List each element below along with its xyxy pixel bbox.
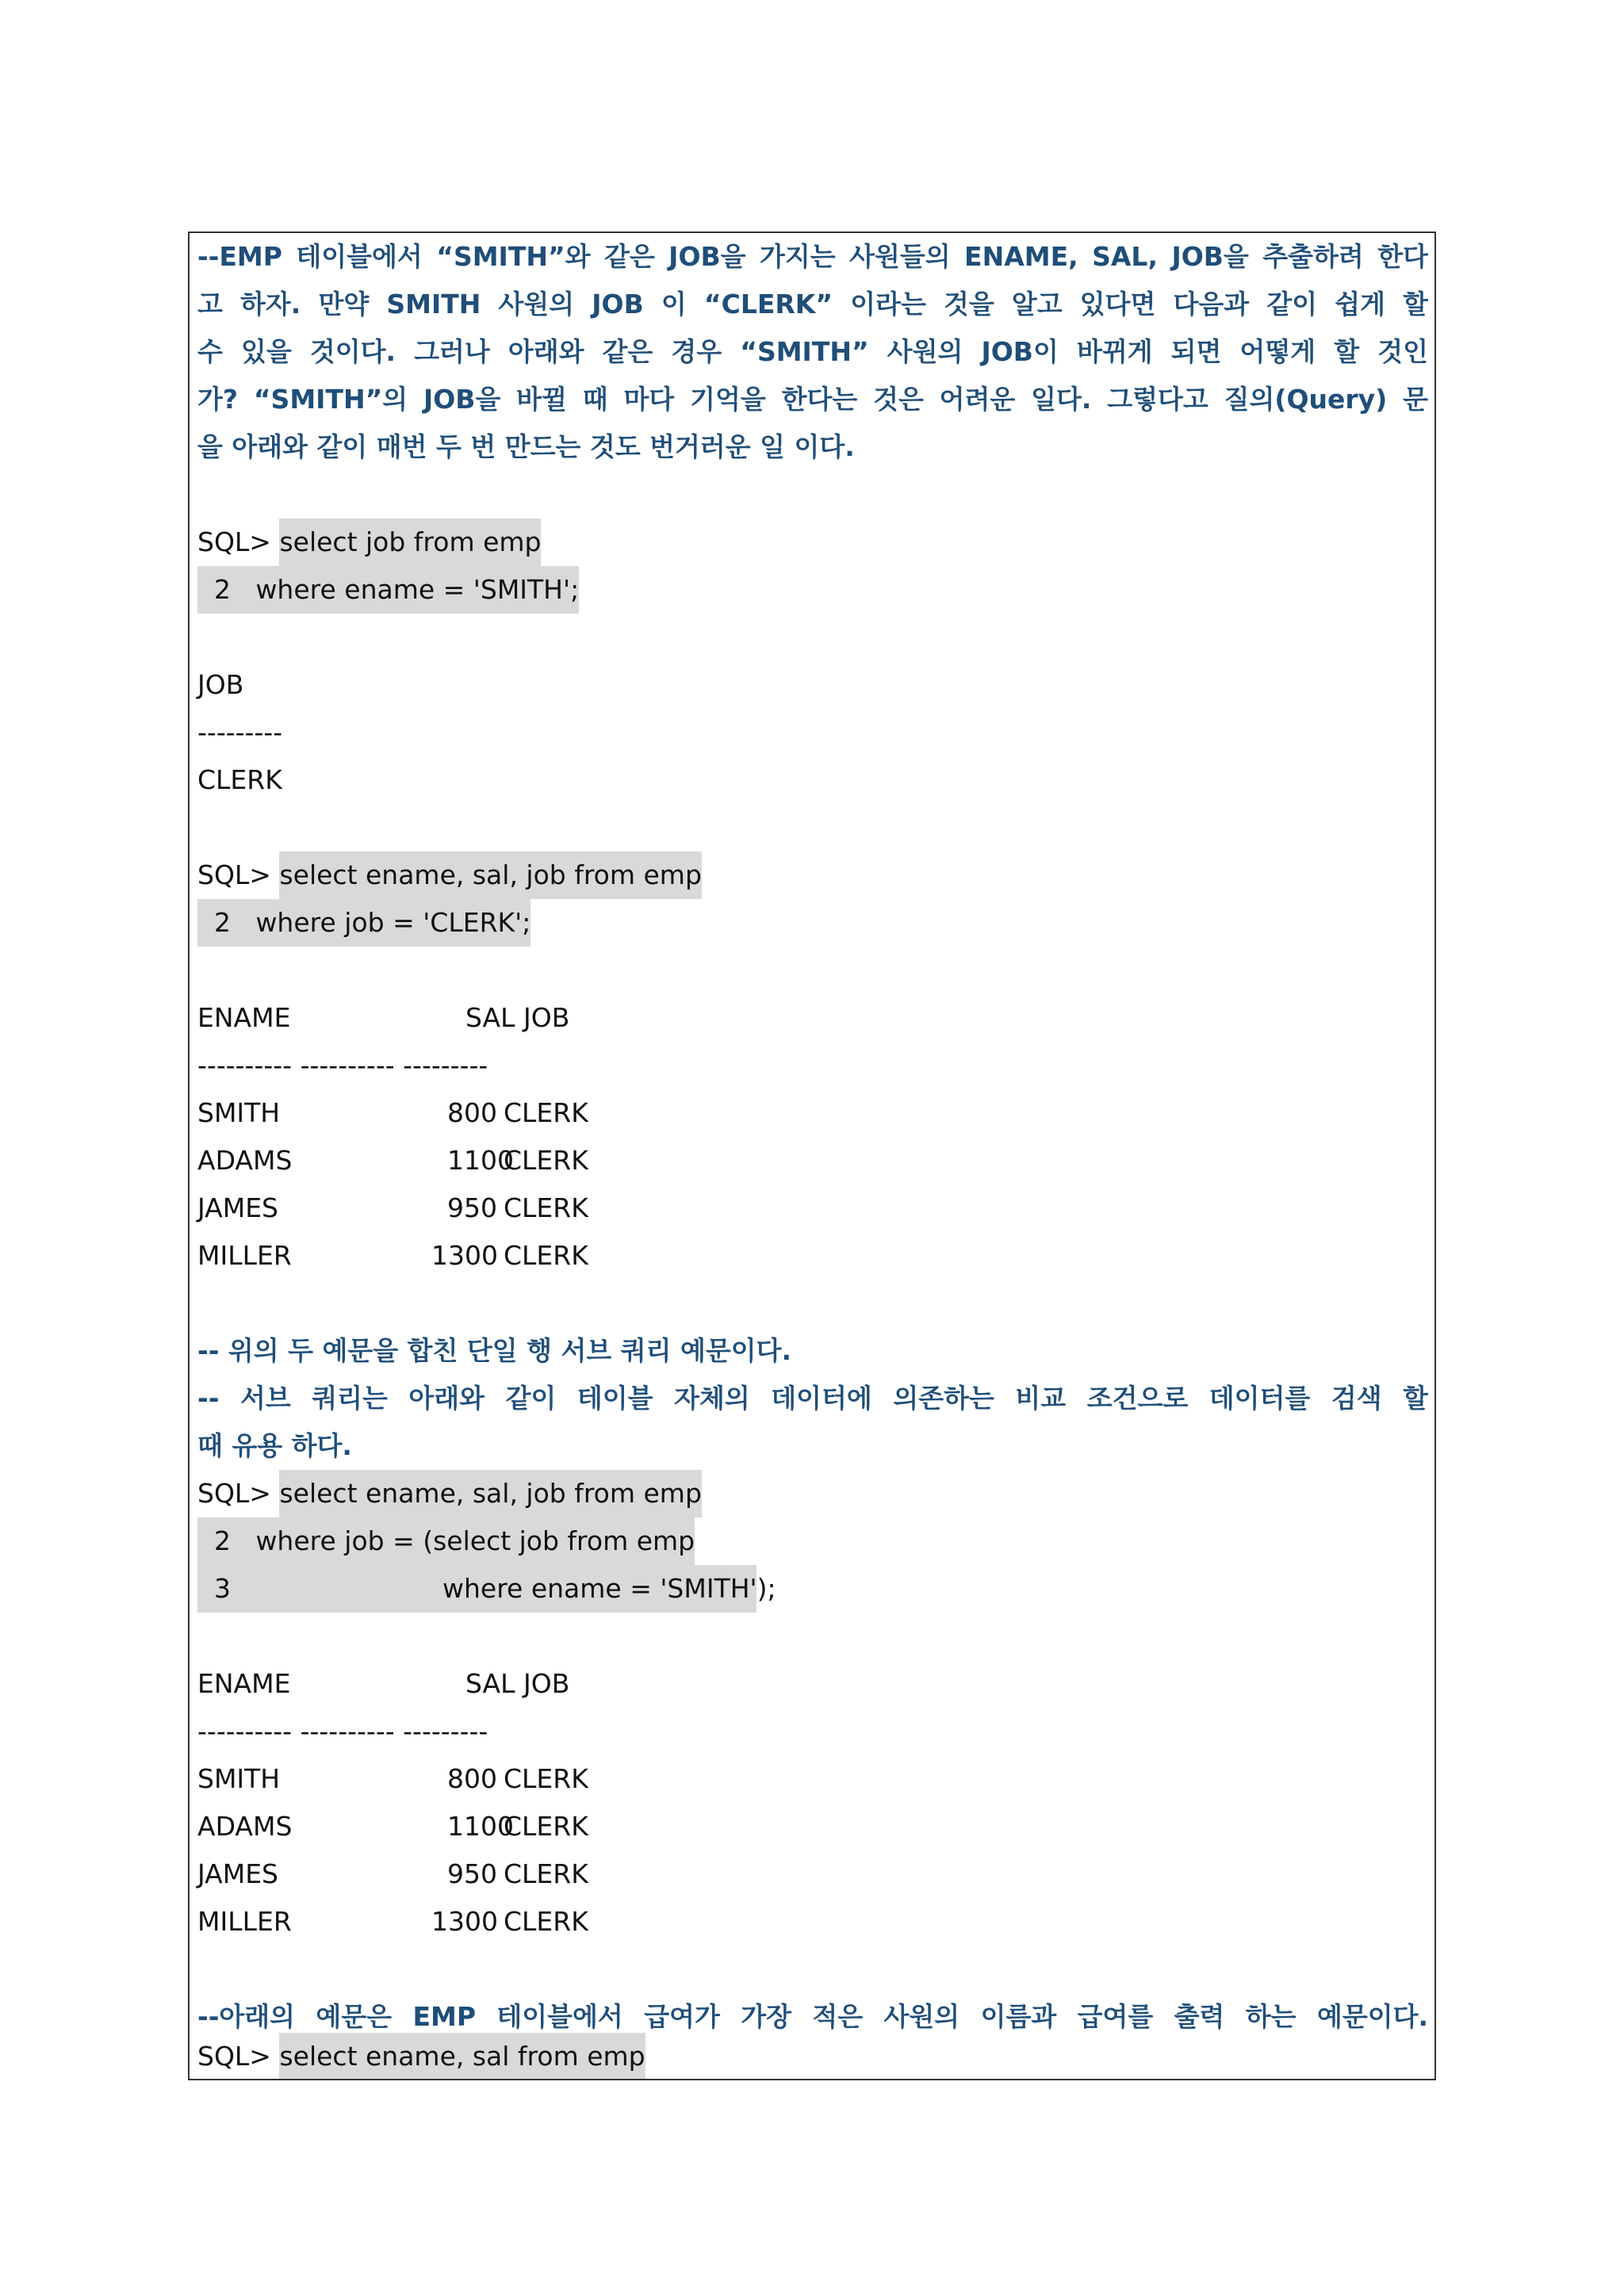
document-frame bbox=[188, 232, 1436, 2080]
query-code-text: where ename = 'SMITH'); bbox=[442, 1573, 776, 1604]
result-3-header bbox=[197, 1660, 673, 1708]
cell-job: CLERK bbox=[504, 1192, 588, 1223]
cell-sal: 950 bbox=[447, 1858, 497, 1889]
query-code: select ename, sal, job from emp bbox=[279, 851, 701, 899]
cell-ename: MILLER bbox=[197, 1240, 292, 1271]
cell-ename: MILLER bbox=[197, 1906, 292, 1937]
query-3-line-1 bbox=[197, 1470, 702, 1517]
table-row bbox=[197, 1850, 673, 1898]
sql-prompt: SQL> bbox=[197, 859, 280, 890]
cell-ename: SMITH bbox=[197, 1097, 281, 1128]
query-4-line-1 bbox=[197, 2033, 645, 2080]
query-3-line-3 bbox=[197, 1565, 776, 1613]
query-code: select ename, sal, job from emp bbox=[279, 1470, 701, 1517]
cell-sal: 950 bbox=[447, 1192, 497, 1223]
intro-line: 을 아래와 같이 매번 두 번 만드는 것도 번거러운 일 이다. bbox=[197, 431, 855, 462]
query-2-line-1 bbox=[197, 851, 702, 899]
line-number: 3 bbox=[197, 1573, 231, 1604]
query-code: select job from emp bbox=[279, 519, 541, 566]
table-row bbox=[197, 1755, 673, 1803]
cell-job: CLERK bbox=[504, 1763, 588, 1794]
result-3-separator: ---------- ---------- --------- bbox=[197, 1716, 488, 1747]
cell-sal: 1100 bbox=[447, 1145, 514, 1176]
cell-sal: 1300 bbox=[431, 1240, 498, 1271]
cell-job: CLERK bbox=[504, 1811, 588, 1842]
query-code: 2 where job = 'CLERK'; bbox=[197, 899, 530, 947]
query-code: 2 where ename = 'SMITH'; bbox=[197, 566, 579, 614]
table-row bbox=[197, 1184, 673, 1232]
table-row bbox=[197, 1137, 673, 1184]
cell-job: CLERK bbox=[504, 1145, 588, 1176]
query-code: select ename, sal from emp bbox=[279, 2033, 645, 2080]
sql-prompt: SQL> bbox=[197, 1478, 280, 1509]
intro-line: --EMP 테이블에서 “SMITH”와 같은 JOB을 가지는 사원들의 ENAME, SAL, JOB을 추출하려 한다 bbox=[197, 241, 1428, 272]
intro-line: 수 있을 것이다. 그러나 아래와 같은 경우 “SMITH” 사원의 JOB이 바뀌게 되면 어떻게 할 것인 bbox=[197, 336, 1428, 367]
note-line: 때 유용 하다. bbox=[197, 1430, 352, 1461]
cell-ename: ADAMS bbox=[197, 1145, 293, 1176]
cell-sal: 800 bbox=[447, 1763, 497, 1794]
cell-ename: ADAMS bbox=[197, 1811, 293, 1842]
sql-prompt: SQL> bbox=[197, 526, 280, 557]
intro-line: 고 하자. 만약 SMITH 사원의 JOB 이 “CLERK” 이라는 것을 알고 있다면 다음과 같이 쉽게 할 bbox=[197, 289, 1428, 320]
query-1-line-2 bbox=[197, 566, 579, 614]
result-2-separator: ---------- ---------- --------- bbox=[197, 1050, 488, 1081]
cell-sal: 800 bbox=[447, 1097, 497, 1128]
query-1-line-1 bbox=[197, 519, 541, 566]
result-2-header bbox=[197, 994, 673, 1042]
result-1-separator: --------- bbox=[197, 717, 283, 748]
column-header-ename: ENAME bbox=[197, 1002, 291, 1033]
query-3-line-2 bbox=[197, 1517, 695, 1565]
cell-sal: 1300 bbox=[431, 1906, 498, 1937]
cell-ename: JAMES bbox=[197, 1192, 278, 1223]
column-header-sal-job: SAL JOB bbox=[465, 1668, 570, 1699]
cell-job: CLERK bbox=[504, 1240, 588, 1271]
sql-prompt: SQL> bbox=[197, 2041, 280, 2072]
query-2-line-2 bbox=[197, 899, 530, 947]
note-line: -- 위의 두 예문을 합친 단일 행 서브 쿼리 예문이다. bbox=[197, 1335, 792, 1366]
result-1-header: JOB bbox=[197, 669, 244, 700]
table-row bbox=[197, 1232, 673, 1280]
note-line: -- 서브 쿼리는 아래와 같이 테이블 자체의 데이터에 의존하는 비교 조건으로 데이터를 검색 할 bbox=[197, 1383, 1428, 1414]
table-row bbox=[197, 1803, 673, 1850]
table-row bbox=[197, 1089, 673, 1137]
result-1-value: CLERK bbox=[197, 764, 282, 795]
cell-job: CLERK bbox=[504, 1906, 588, 1937]
column-header-sal-job: SAL JOB bbox=[465, 1002, 570, 1033]
cell-ename: JAMES bbox=[197, 1858, 278, 1889]
query-code bbox=[197, 1565, 776, 1613]
cell-job: CLERK bbox=[504, 1858, 588, 1889]
query-code: 2 where job = (select job from emp bbox=[197, 1517, 695, 1565]
table-row bbox=[197, 1898, 673, 1946]
intro-line: 가? “SMITH”의 JOB을 바뀔 때 마다 기억을 한다는 것은 어려운 일다. 그렇다고 질의(Query) 문 bbox=[197, 384, 1428, 415]
cell-sal: 1100 bbox=[447, 1811, 514, 1842]
cell-ename: SMITH bbox=[197, 1763, 281, 1794]
note-line: --아래의 예문은 EMP 테이블에서 급여가 가장 적은 사원의 이름과 급여를 출력 하는 예문이다. bbox=[197, 2001, 1428, 2032]
column-header-ename: ENAME bbox=[197, 1668, 291, 1699]
cell-job: CLERK bbox=[504, 1097, 588, 1128]
